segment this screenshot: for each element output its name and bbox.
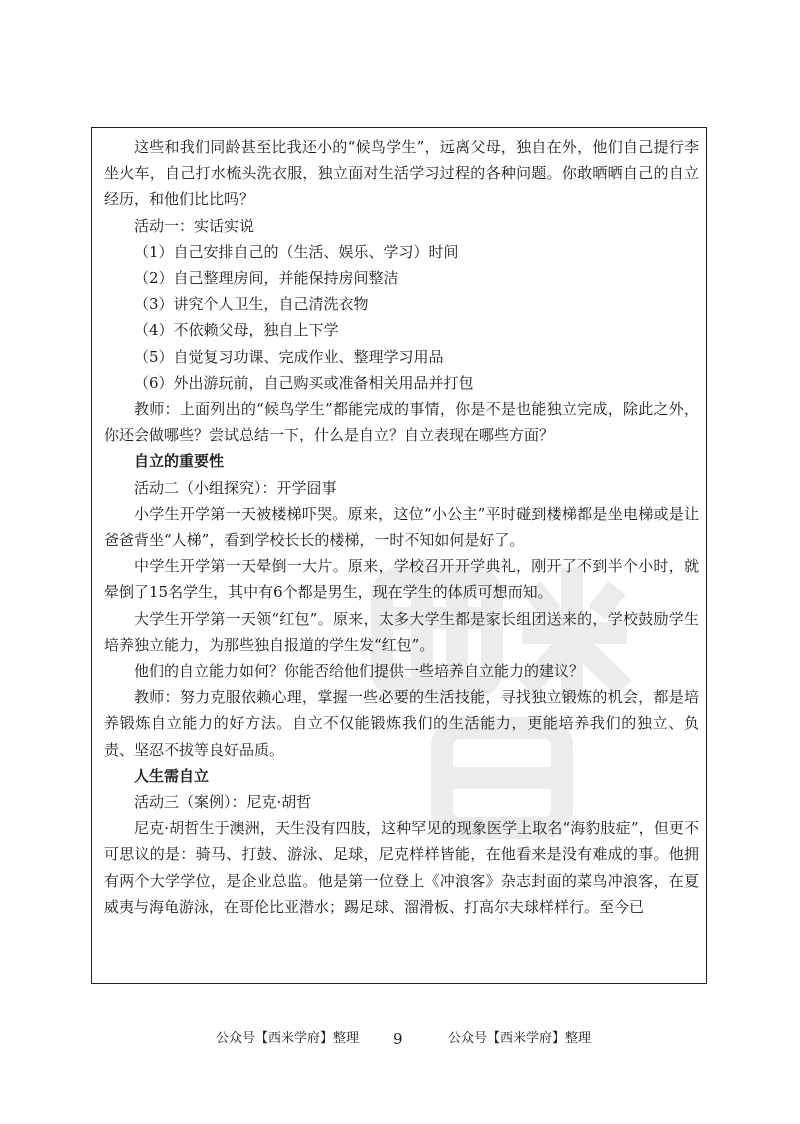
paragraph: （2）自己整理房间，并能保持房间整洁: [134, 269, 399, 288]
paragraph: （6）外出游玩前，自己购买或准备相关用品并打包: [134, 373, 474, 392]
paragraph: 教师：努力克服依赖心理，掌握一些必要的生活技能，寻找独立锻炼的机会，都是培养锻炼自立能力的好方法。自立不仅能锻炼我们的生活能力，更能培养我们的独立、负责、坚忍不拔等良好品质。: [104, 688, 699, 759]
footer-left-text: 公众号【西米学府】整理: [216, 1031, 360, 1046]
paragraph: 活动二（小组探究）：开学囧事: [134, 478, 337, 497]
page-number: 9: [393, 1030, 403, 1048]
paragraph: 小学生开学第一天被楼梯吓哭。原来，这位“小公主”平时碰到楼梯都是坐电梯或是让爸爸背坐“人梯”，看到学校长长的楼梯，一时不知如何是好了。: [104, 504, 699, 550]
paragraph: 大学生开学第一天领“红包”。原来，太多大学生都是家长组团送来的，学校鼓励学生培养独立能力，为那些独自报道的学生发“红包”。: [104, 609, 699, 654]
paragraph: 他们的自立能力如何？你能否给他们提供一些培养自立能力的建议？: [134, 662, 585, 681]
document-body: [104, 134, 699, 920]
paragraph: 活动一：实话实说: [134, 216, 255, 235]
paragraph: （3）讲究个人卫生，自己清洗衣物: [134, 295, 369, 314]
section-heading: 人生需自立: [134, 766, 210, 785]
section-heading: 自立的重要性: [134, 452, 225, 471]
paragraph: （4）不依赖父母，独自上下学: [134, 321, 339, 340]
paragraph: 活动三（案例）：尼克·胡哲: [134, 793, 312, 812]
page-footer: [0, 1024, 800, 1054]
paragraph: （5）自觉复习功课、完成作业、整理学习用品: [134, 347, 444, 366]
footer-right-text: 公众号【西米学府】整理: [448, 1031, 592, 1046]
paragraph: 尼克·胡哲生于澳洲，天生没有四肢，这种罕见的现象医学上取名“海豹肢症”，但更不可思议的是：骑马、打鼓、游泳、足球，尼克样样皆能，在他看来是没有难成的事。他拥有两个大学学位，是企业总监。他是第一位登上《冲浪客》杂志封面的菜鸟冲浪客，在夏威夷与海龟游泳，在哥伦比亚潜水；踢足球、溜滑板、打高尔夫球样样行。至今已: [104, 819, 699, 916]
paragraph: 教师：上面列出的“候鸟学生”都能完成的事情，你是不是也能独立完成，除此之外，你还会做哪些？尝试总结一下，什么是自立？自立表现在哪些方面？: [104, 400, 699, 445]
paragraph: （1）自己安排自己的（生活、娱乐、学习）时间: [134, 242, 459, 261]
paragraph: 这些和我们同龄甚至比我还小的“候鸟学生”，远离父母，独自在外，他们自己提行李坐火车，自己打水梳头洗衣服，独立面对生活学习过程的各种问题。你敢晒晒自己的自立经历，和他们比比吗？: [104, 138, 699, 209]
content-frame: [91, 127, 707, 984]
paragraph: 中学生开学第一天晕倒一大片。原来，学校召开开学典礼，刚开了不到半个小时，就晕倒了15名学生，其中有6个都是男生，现在学生的体质可想而知。: [104, 557, 699, 602]
